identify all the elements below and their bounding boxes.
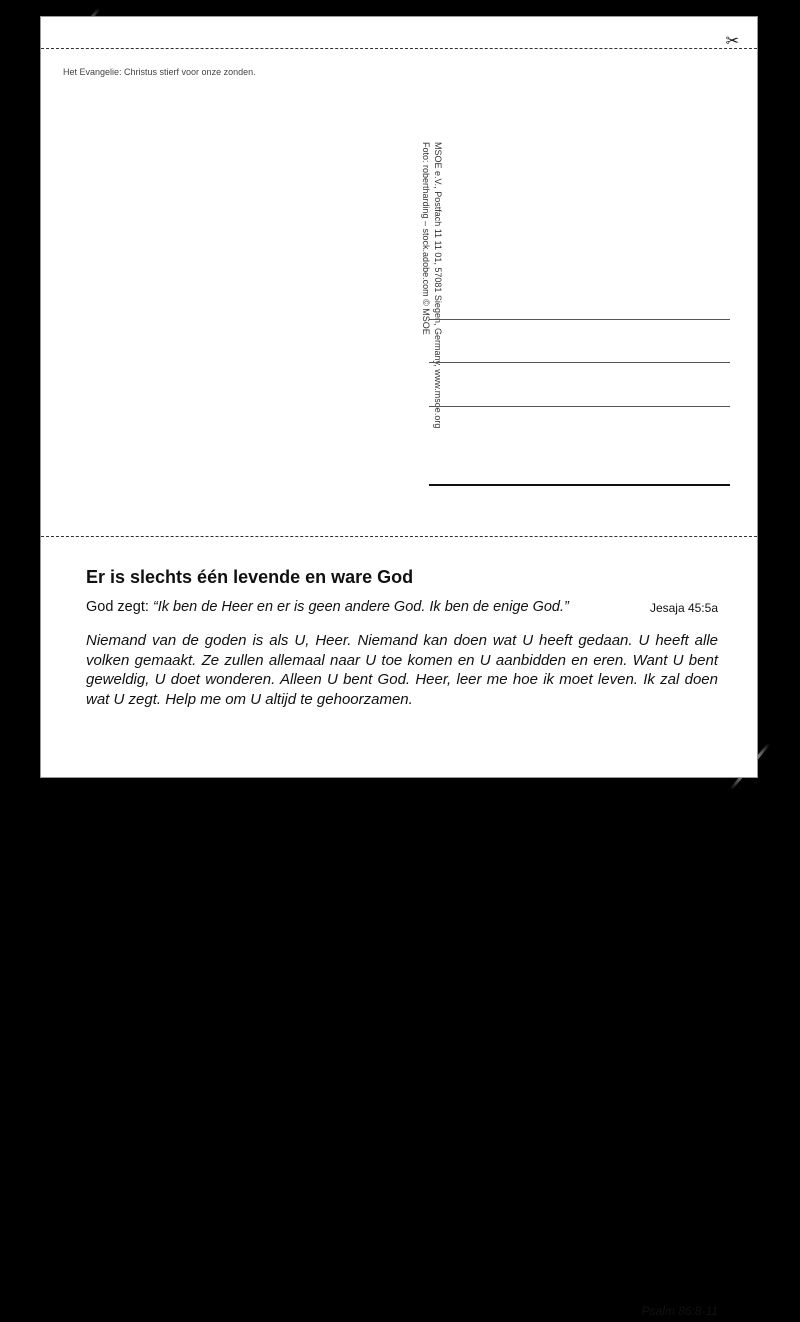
- imprint-line-2: Foto: robertharding – stock.adobe.com © MSOE: [421, 142, 431, 335]
- quote: [86, 599, 718, 615]
- quote-text: “Ik ben de Heer en er is geen andere God. Ik ben de enige God.”: [152, 599, 569, 615]
- prayer-text: [86, 631, 718, 1318]
- top-note: Het Evangelie: Christus stierf voor onze zonden.: [63, 67, 256, 77]
- cut-line-top: [41, 48, 757, 49]
- quote-lead: God zegt:: [86, 599, 153, 615]
- postcard-page: [40, 16, 758, 1318]
- heading: Er is slechts één levende en ware God: [86, 567, 414, 587]
- cut-line-middle: [41, 536, 757, 537]
- prayer-body: Niemand van de goden is als U, Heer. Niemand kan doen wat U heeft gedaan. U heeft alle volken gemaakt. Ze zullen allemaal naar U toe komen en U aanbidden en eren. Want U bent geweldig, U doet wonderen. Alleen U bent God. Heer, leer me hoe ik moet leven. Ik zal doen wat U zegt. Help me om U altijd te gehoorzamen.: [86, 632, 718, 708]
- quote-reference: Jesaja 45:5a: [649, 601, 718, 615]
- prayer-reference: Psalm 86:8-11: [641, 1304, 718, 1318]
- address-line: [429, 319, 730, 320]
- scissors-icon: ✂: [725, 33, 739, 50]
- address-line: [429, 406, 730, 407]
- address-line: [429, 484, 730, 486]
- address-line: [429, 362, 730, 363]
- imprint-line-1: MSOE e.V., Postfach 11 11 01, 57081 Siegen, Germany, www.msoe.org: [433, 142, 443, 429]
